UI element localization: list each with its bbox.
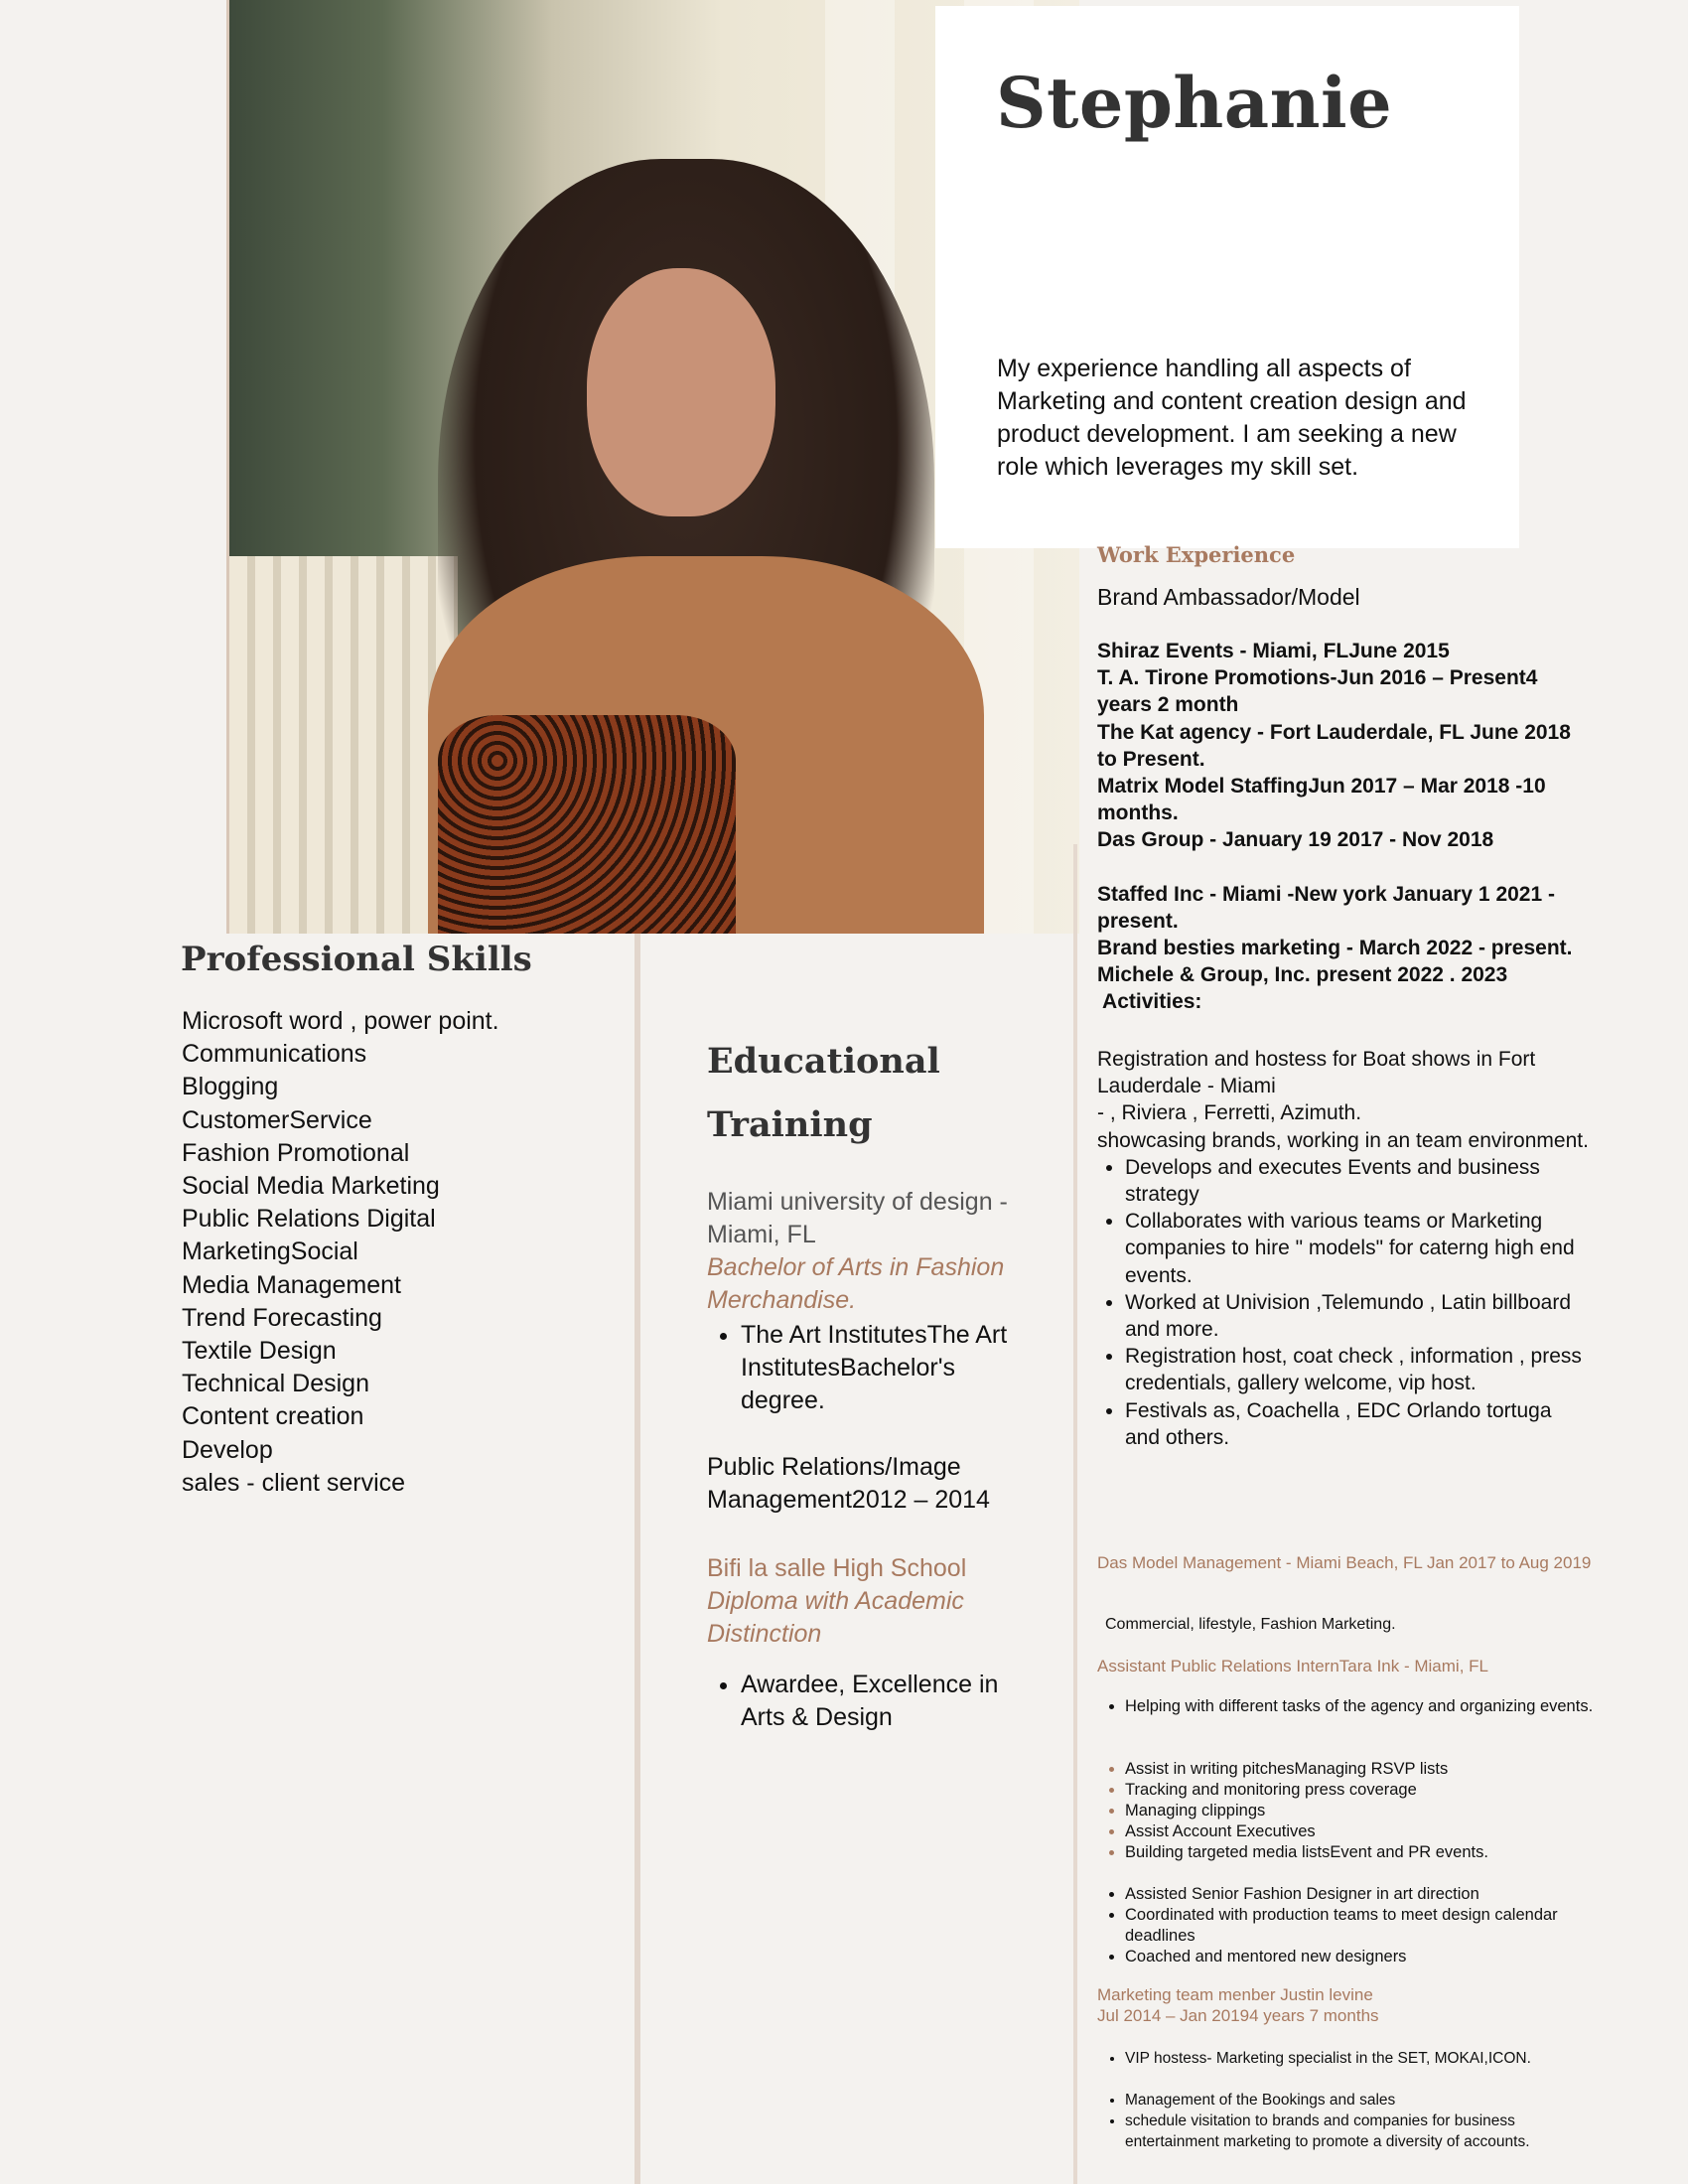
education-heading: Educational Training bbox=[707, 1041, 940, 1145]
activities-text: showcasing brands, working in an team environment. bbox=[1097, 1128, 1589, 1152]
school-name: Bifi la salle High School bbox=[707, 1554, 967, 1582]
skill-item: sales - client service bbox=[182, 1468, 406, 1497]
skills-list bbox=[182, 1005, 499, 1500]
skill-item: Social Media Marketing bbox=[182, 1172, 440, 1201]
skill-item: Textile Design bbox=[182, 1337, 337, 1366]
job-bullet: • Building targeted media listsEvent and PR events. bbox=[1125, 1842, 1594, 1863]
photo-face bbox=[587, 268, 775, 516]
skill-item: CustomerService bbox=[182, 1105, 372, 1134]
activity-bullet: • Festivals as, Coachella , EDC Orlando tortuga and others. bbox=[1125, 1397, 1589, 1451]
job-bullet: • VIP hostess- Marketing specialist in the SET, MOKAI,ICON. bbox=[1125, 2048, 1594, 2069]
company-entry: Brand besties marketing - March 2022 - present. bbox=[1097, 937, 1573, 960]
photo-dress bbox=[438, 715, 736, 934]
job-bullet: • Managing clippings bbox=[1125, 1801, 1594, 1821]
skill-item: Content creation bbox=[182, 1402, 364, 1431]
job-bullets bbox=[1097, 1759, 1594, 1863]
skill-item: Microsoft word , power point. bbox=[182, 1007, 499, 1035]
job-bullet: • Tracking and monitoring press coverage bbox=[1125, 1780, 1594, 1801]
education-entry bbox=[707, 1552, 1035, 1734]
activities-text: Registration and hostess for Boat shows in Fort Lauderdale - Miami bbox=[1097, 1048, 1536, 1098]
skill-item: Develop bbox=[182, 1435, 273, 1464]
activities-section bbox=[1097, 1046, 1589, 1451]
work-heading: Work Experience bbox=[1097, 542, 1296, 567]
job-bullet: • schedule visitation to brands and companies for business entertainment marketing to promote a diversity of accounts. bbox=[1125, 2111, 1594, 2152]
education-bullets bbox=[707, 1319, 1035, 1417]
job-bullets bbox=[1097, 2048, 1594, 2069]
activity-bullet: • Worked at Univision ,Telemundo , Latin billboard and more. bbox=[1125, 1289, 1589, 1343]
education-bullet: • The Art InstitutesThe Art InstitutesBachelor's degree. bbox=[741, 1319, 1035, 1417]
skill-item: Media Management bbox=[182, 1270, 401, 1299]
job-dates: Jul 2014 – Jan 20194 years 7 months bbox=[1097, 2006, 1379, 2025]
skill-item: Communications bbox=[182, 1040, 367, 1069]
job-bullet: • Assisted Senior Fashion Designer in art direction bbox=[1125, 1884, 1594, 1905]
job-title: Assistant Public Relations InternTara Ink - Miami, FL bbox=[1097, 1657, 1488, 1675]
activities-bullets bbox=[1097, 1154, 1589, 1451]
school-name: Miami university of design - Miami, FL bbox=[707, 1188, 1008, 1248]
company-entry: Michele & Group, Inc. present 2022 . 2023 bbox=[1097, 963, 1508, 987]
skill-item: Fashion Promotional bbox=[182, 1138, 410, 1167]
job-bullet: • Coordinated with production teams to meet design calendar deadlines bbox=[1125, 1905, 1594, 1947]
job-bullet: • Assist in writing pitchesManaging RSVP lists bbox=[1125, 1759, 1594, 1780]
work-role: Brand Ambassador/Model bbox=[1097, 584, 1360, 610]
company-entry: T. A. Tirone Promotions-Jun 2016 – Present4 years 2 month bbox=[1097, 666, 1538, 717]
photo-railing bbox=[229, 556, 458, 934]
column-divider bbox=[1073, 844, 1077, 2184]
job-description: Commercial, lifestyle, Fashion Marketing. bbox=[1105, 1616, 1396, 1633]
job-bullets bbox=[1097, 2090, 1594, 2152]
education-entry bbox=[707, 1451, 1035, 1517]
job-title: Das Model Management - Miami Beach, FL Jan 2017 to Aug 2019 bbox=[1097, 1553, 1592, 1572]
activity-bullet: • Registration host, coat check , information , press credentials, gallery welcome, vip host. bbox=[1125, 1343, 1589, 1396]
job-bullet: • Helping with different tasks of the agency and organizing events. bbox=[1125, 1696, 1594, 1717]
page-title: Stephanie bbox=[996, 62, 1393, 144]
company-list bbox=[1097, 638, 1589, 1016]
profile-summary: My experience handling all aspects of Marketing and content creation design and product development. I am seeking a new role which leverages my skill set. bbox=[997, 355, 1467, 481]
degree-name: Diploma with Academic Distinction bbox=[707, 1587, 964, 1648]
activities-text: - , Riviera , Ferretti, Azimuth. bbox=[1097, 1101, 1362, 1125]
activity-bullet: • Collaborates with various teams or Marketing companies to hire " models" for caterng high end events. bbox=[1125, 1208, 1589, 1289]
company-entry: Shiraz Events - Miami, FLJune 2015 bbox=[1097, 640, 1450, 662]
job-title: Marketing team menber Justin levine bbox=[1097, 1985, 1373, 2004]
skill-item: Trend Forecasting bbox=[182, 1303, 382, 1332]
program-name: Public Relations/Image Management2012 – 2014 bbox=[707, 1453, 990, 1514]
company-entry: Matrix Model StaffingJun 2017 – Mar 2018 -10 months. bbox=[1097, 775, 1546, 825]
degree-name: Bachelor of Arts in Fashion Merchandise. bbox=[707, 1253, 1005, 1314]
company-entry: Das Group - January 19 2017 - Nov 2018 bbox=[1097, 828, 1494, 852]
activity-bullet: • Develops and executes Events and business strategy bbox=[1125, 1154, 1589, 1208]
spacer bbox=[1097, 854, 1589, 881]
skills-heading: Professional Skills bbox=[181, 940, 532, 979]
column-divider bbox=[634, 934, 640, 2184]
skill-item: Technical Design bbox=[182, 1370, 369, 1398]
activities-label: Activities: bbox=[1097, 990, 1202, 1014]
company-entry: The Kat agency - Fort Lauderdale, FL June 2018 to Present. bbox=[1097, 720, 1571, 771]
skill-item: MarketingSocial bbox=[182, 1238, 358, 1266]
education-bullets bbox=[707, 1669, 1035, 1734]
job-bullets bbox=[1097, 1696, 1594, 1717]
skill-item: Blogging bbox=[182, 1073, 279, 1101]
company-entry: Staffed Inc - Miami -New york January 1 2021 - present. bbox=[1097, 882, 1555, 933]
job-bullet: • Assist Account Executives bbox=[1125, 1821, 1594, 1842]
education-entry bbox=[707, 1186, 1035, 1417]
job-bullet: • Management of the Bookings and sales bbox=[1125, 2090, 1594, 2111]
skill-item: Public Relations Digital bbox=[182, 1205, 436, 1234]
job-bullet: • Coached and mentored new designers bbox=[1125, 1947, 1594, 1967]
job-bullets bbox=[1097, 1884, 1594, 1967]
education-bullet: • Awardee, Excellence in Arts & Design bbox=[741, 1669, 1035, 1734]
